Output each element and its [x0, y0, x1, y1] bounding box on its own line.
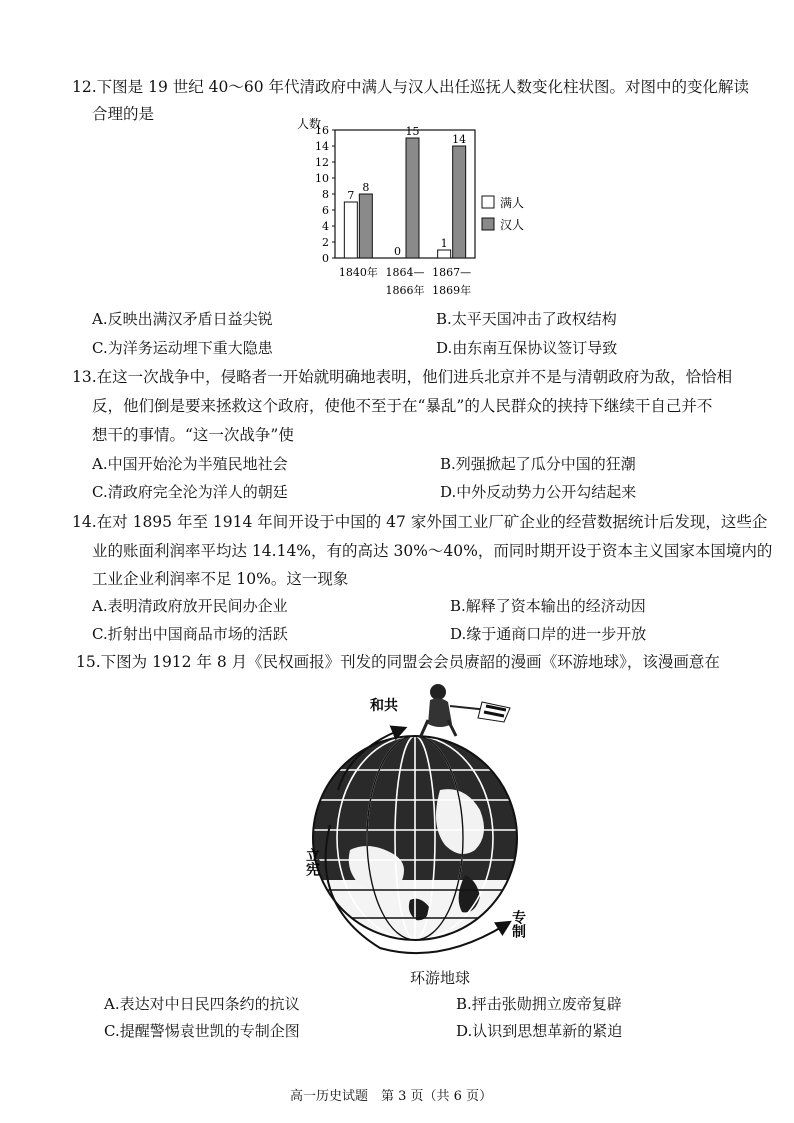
- chart-x-labels: [339, 265, 471, 297]
- bar-data-label: 0: [394, 245, 401, 258]
- bar-data-label: 7: [347, 189, 355, 202]
- q12-option-a[interactable]: A.反映出满汉矛盾日益尖锐: [92, 310, 273, 328]
- q15-cartoon-caption: 环游地球: [410, 969, 471, 987]
- bar-data-label: 8: [362, 181, 370, 194]
- q13-stem-line2: 反，他们倒是要来拯救这个政府，使他不至于在“暴乱”的人民群众的挟持下继续干自己并不: [92, 397, 713, 415]
- legend-swatch: [482, 218, 494, 230]
- q13-option-b[interactable]: B.列强掀起了瓜分中国的狂潮: [440, 455, 636, 473]
- chart-bars: [344, 125, 466, 258]
- page-footer: 高一历史试题 第 3 页（共 6 页）: [290, 1089, 493, 1104]
- q13-stem-line3: 想干的事情。“这一次战争”使: [92, 426, 294, 444]
- bar-data-label: 15: [405, 125, 420, 138]
- bar-manchu: [344, 202, 357, 258]
- q12-option-c[interactable]: C.为洋务运动埋下重大隐患: [92, 339, 273, 357]
- q14-stem-line2: 业的账面利润率平均达 14.14%，有的高达 30%～40%，而同时期开设于资本主义国家本国境内的: [92, 542, 773, 560]
- q14-stem-line3: 工业企业利润率不足 10%。这一现象: [92, 570, 349, 588]
- x-tick-label: 1866年: [385, 284, 425, 297]
- q15-option-c[interactable]: C.提醒警惕袁世凯的专制企图: [104, 1022, 300, 1040]
- q14-option-a[interactable]: A.表明清政府放开民间办企业: [92, 597, 288, 615]
- y-tick-label: 4: [322, 220, 329, 233]
- x-tick-label: 1840年: [338, 266, 378, 279]
- q13-option-c[interactable]: C.清政府完全沦为洋人的朝廷: [92, 483, 288, 501]
- y-tick-label: 12: [315, 156, 329, 169]
- q15-option-b[interactable]: B.抨击张勋拥立废帝复辟: [456, 995, 622, 1013]
- q12-stem-line2: 合理的是: [92, 105, 155, 123]
- chart-ylabel: 人数: [297, 117, 322, 131]
- legend-label: 满人: [500, 196, 525, 210]
- bar-manchu: [438, 250, 451, 258]
- y-tick-label: 0: [322, 252, 329, 265]
- q12-bar-chart: [285, 112, 555, 302]
- q15-cartoon-globe: [290, 670, 550, 960]
- bar-data-label: 1: [440, 237, 448, 250]
- q14-stem-line1: 14.在对 1895 年至 1914 年间开设于中国的 47 家外国工业厂矿企业的经营数据统计后发现，这些企: [72, 513, 768, 531]
- legend-swatch: [482, 196, 494, 208]
- chart-y-ticks: [315, 124, 335, 265]
- q15-stem-line1: 15.下图为 1912 年 8 月《民权画报》刊发的同盟会会员赓韶的漫画《环游地球》，该漫画意在: [76, 653, 720, 671]
- bar-han: [453, 146, 466, 258]
- y-tick-label: 14: [315, 140, 329, 153]
- q12-option-b[interactable]: B.太平天国冲击了政权结构: [436, 310, 617, 328]
- q15-option-d[interactable]: D.认识到思想革新的紧迫: [456, 1022, 623, 1040]
- q13-option-a[interactable]: A.中国开始沦为半殖民地社会: [92, 455, 288, 473]
- chart-legend: [482, 195, 524, 232]
- q15-option-a[interactable]: A.表达对中日民四条约的抗议: [104, 995, 300, 1013]
- y-tick-label: 6: [322, 204, 329, 217]
- monkey-figure-icon: [420, 684, 510, 738]
- legend-label: 汉人: [500, 218, 525, 232]
- y-tick-label: 16: [315, 124, 329, 137]
- q12-option-d[interactable]: D.由东南互保协议签订导致: [436, 339, 618, 357]
- bar-data-label: 14: [452, 133, 467, 146]
- q12-stem-line1: 12.下图是 19 世纪 40～60 年代清政府中满人与汉人出任巡抚人数变化柱状图。对图中的变化解读: [72, 78, 750, 96]
- x-tick-label: 1867—: [432, 266, 472, 279]
- cartoon-label-right: 专制: [510, 910, 526, 938]
- q13-option-d[interactable]: D.中外反动势力公开勾结起来: [440, 483, 637, 501]
- q14-option-c[interactable]: C.折射出中国商品市场的活跃: [92, 625, 288, 643]
- y-tick-label: 2: [322, 236, 329, 249]
- q14-option-d[interactable]: D.缘于通商口岸的进一步开放: [450, 625, 647, 643]
- q13-stem-line1: 13.在这一次战争中，侵略者一开始就明确地表明，他们进兵北京并不是与清朝政府为敌，恰恰相: [72, 368, 733, 386]
- y-tick-label: 10: [315, 172, 329, 185]
- bar-han: [359, 194, 372, 258]
- x-tick-label: 1869年: [432, 284, 472, 297]
- q14-option-b[interactable]: B.解释了资本输出的经济动因: [450, 597, 646, 615]
- cartoon-label-left: 立宪: [304, 848, 320, 876]
- x-tick-label: 1864—: [385, 266, 425, 279]
- bar-han: [406, 138, 419, 258]
- cartoon-label-top: 和共: [370, 698, 398, 714]
- y-tick-label: 8: [322, 188, 329, 201]
